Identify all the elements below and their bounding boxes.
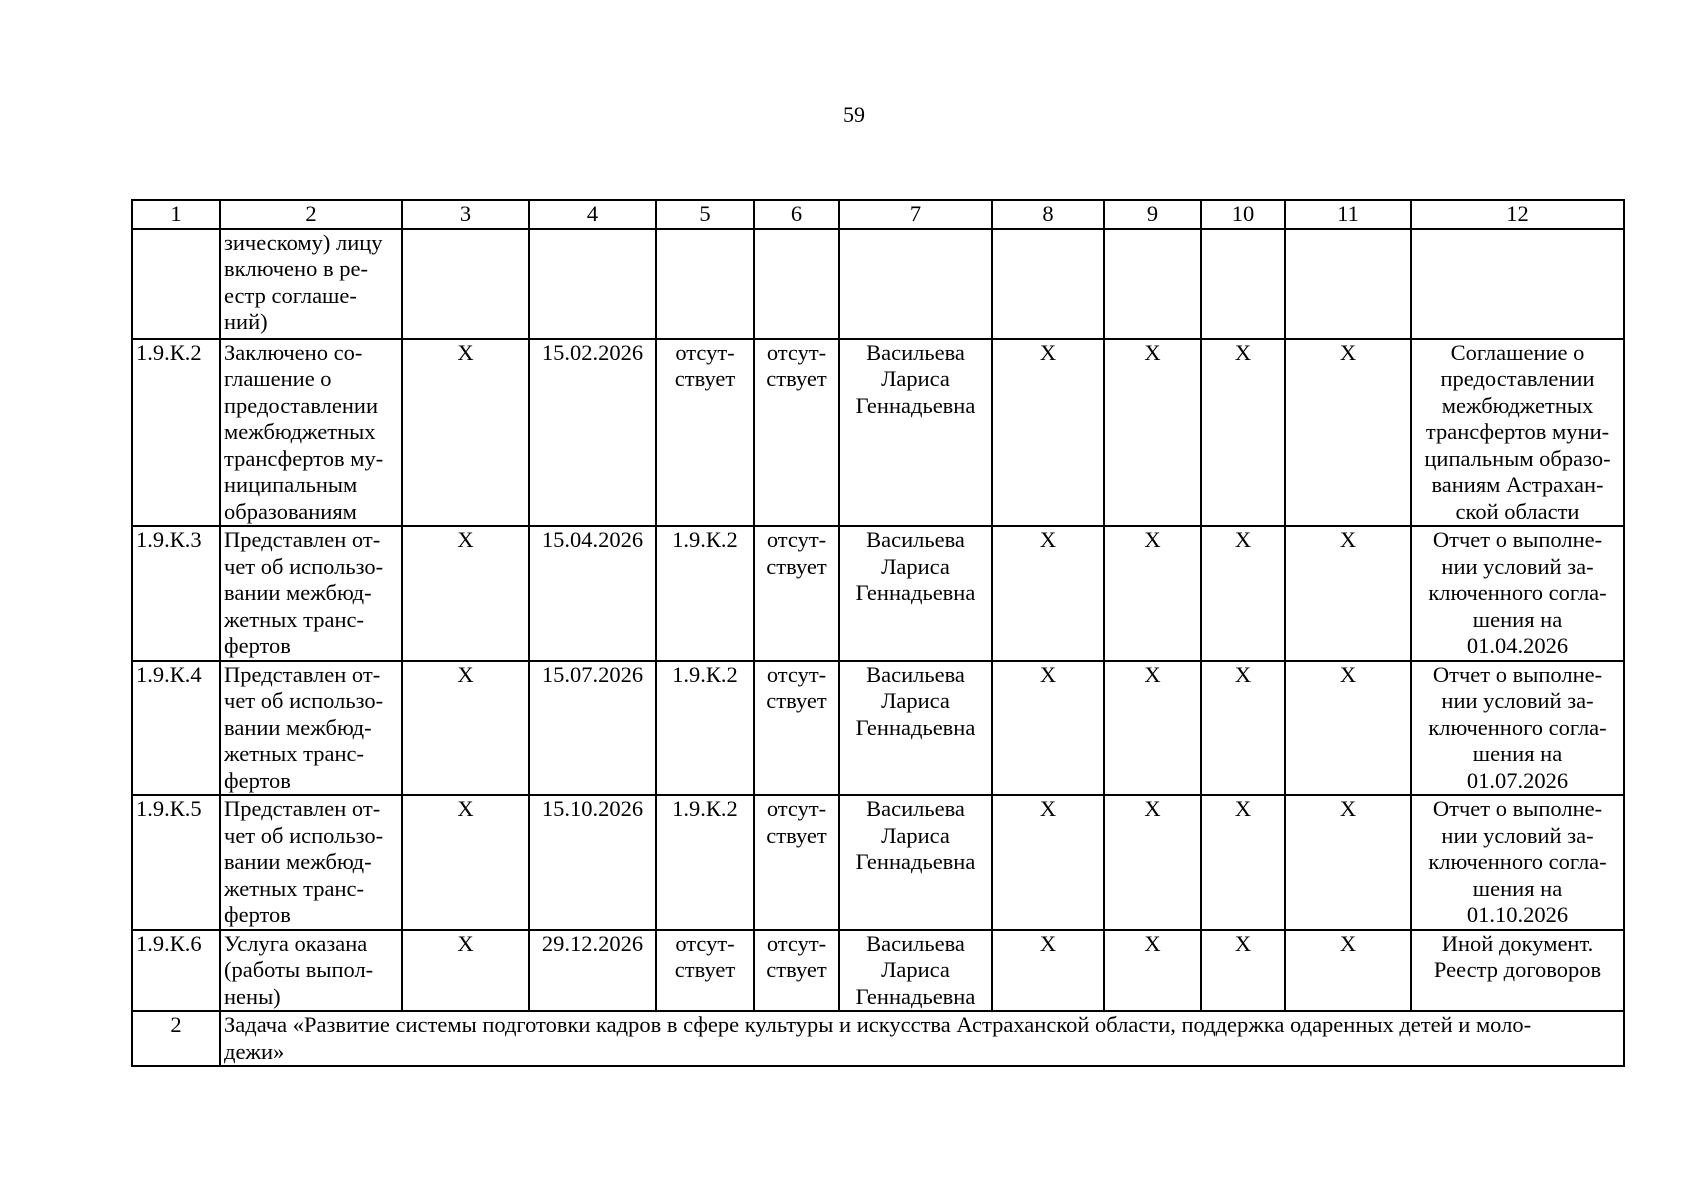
document-cell [1411, 339, 1624, 527]
text-line: ваниям Астрахан- [1431, 472, 1604, 497]
text-line: Васильева [866, 661, 965, 687]
empty-cell [529, 229, 656, 339]
code-cell: 1.9.К.3 [132, 526, 220, 661]
text-line: 01.04.2026 [1466, 633, 1569, 658]
text-line: ключенного согла- [1428, 714, 1607, 740]
text-line: Васильева [866, 930, 965, 956]
column-number-12: 12 [1411, 200, 1624, 229]
column-number-6: 6 [754, 200, 839, 229]
text-line: ствует [674, 366, 736, 391]
text-line: Отчет о выполне- [1432, 527, 1603, 552]
mark-cell: X [402, 339, 529, 527]
text-line: зическому) лицу [224, 229, 383, 255]
mark-cell: X [1104, 526, 1201, 661]
successor-cell [754, 526, 839, 661]
mark-cell: X [992, 526, 1104, 661]
date-cell: 15.07.2026 [529, 661, 656, 796]
date-cell: 15.02.2026 [529, 339, 656, 527]
text-line: Геннадьевна [855, 580, 976, 605]
text-line: Геннадьевна [855, 849, 976, 874]
mark-cell: X [1104, 930, 1201, 1012]
empty-cell [1411, 229, 1624, 339]
text-line: отсут- [766, 527, 827, 552]
text-line: межбюджетных [1441, 392, 1594, 418]
document-cell [1411, 795, 1624, 930]
text-line: Представлен от- [224, 796, 381, 821]
page-number: 59 [843, 102, 865, 127]
text-line: предоставлении [224, 392, 378, 418]
date-cell: 29.12.2026 [529, 930, 656, 1012]
column-number-9: 9 [1104, 200, 1201, 229]
successor-cell [754, 661, 839, 796]
mark-cell: X [1285, 339, 1411, 527]
table-row [132, 930, 1624, 1012]
task-row [132, 1011, 1624, 1066]
date-cell: 15.04.2026 [529, 526, 656, 661]
mark-cell: X [402, 930, 529, 1012]
task-number: 2 [132, 1011, 220, 1066]
text-line: вании межбюд- [224, 580, 372, 605]
code-cell: 1.9.К.5 [132, 795, 220, 930]
date-cell: 15.10.2026 [529, 795, 656, 930]
code-cell: 1.9.К.4 [132, 661, 220, 796]
text-line: вании межбюд- [224, 849, 372, 874]
text-line: отсут- [766, 796, 827, 821]
mark-cell: X [402, 661, 529, 796]
predecessor-cell [656, 661, 754, 796]
mark-cell: X [1201, 661, 1285, 796]
description-cell [220, 930, 402, 1012]
text-line: Васильева [866, 527, 965, 552]
text-line: отсут- [766, 339, 827, 365]
text-line: Представлен от- [224, 661, 381, 687]
description-cell [220, 526, 402, 661]
responsible-cell [839, 795, 992, 930]
empty-cell [839, 229, 992, 339]
text-line: ствует [674, 957, 736, 982]
mark-cell: X [402, 795, 529, 930]
text-line: фертов [224, 767, 291, 793]
text-line: ний) [224, 309, 268, 334]
text-line: Отчет о выполне- [1432, 796, 1603, 821]
mark-cell: X [1285, 930, 1411, 1012]
text-line: 1.9.К.2 [672, 661, 738, 687]
text-line: Лариса [881, 553, 950, 579]
table-row [132, 339, 1624, 527]
text-line: чет об использо- [224, 553, 384, 579]
mark-cell: X [992, 930, 1104, 1012]
text-line: жетных транс- [224, 875, 364, 901]
text-line: ствует [766, 553, 827, 579]
text-line: Лариса [881, 688, 950, 713]
description-cell [220, 661, 402, 796]
text-line: вании межбюд- [224, 714, 372, 740]
mark-cell: X [1285, 661, 1411, 796]
text-line: Иной документ. [1441, 930, 1594, 956]
text-line: шения на [1472, 741, 1563, 766]
text-line: Представлен от- [224, 527, 381, 552]
column-number-11: 11 [1285, 200, 1411, 229]
mark-cell: X [1104, 339, 1201, 527]
text-line: Соглашение о [1450, 339, 1585, 365]
successor-cell [754, 795, 839, 930]
text-line: ствует [766, 957, 827, 982]
text-line: Геннадьевна [855, 392, 976, 418]
successor-cell [754, 930, 839, 1012]
successor-cell [754, 339, 839, 527]
text-line: ниципальным [224, 472, 358, 497]
column-number-row [132, 200, 1624, 229]
text-line: шения на [1472, 875, 1563, 901]
mark-cell: X [1201, 795, 1285, 930]
empty-cell [992, 229, 1104, 339]
table-row [132, 795, 1624, 930]
column-number-1: 1 [132, 200, 220, 229]
mark-cell: X [1285, 795, 1411, 930]
predecessor-cell [656, 795, 754, 930]
mark-cell: X [1285, 526, 1411, 661]
text-line: отсут- [675, 930, 735, 956]
mark-cell: X [992, 339, 1104, 527]
text-line: ской области [1455, 498, 1580, 524]
mark-cell: X [1201, 930, 1285, 1012]
text-line: 01.10.2026 [1466, 902, 1569, 927]
column-number-5: 5 [656, 200, 754, 229]
empty-cell [402, 229, 529, 339]
code-cell [132, 229, 220, 339]
text-line: жетных транс- [224, 606, 364, 632]
code-cell: 1.9.К.6 [132, 930, 220, 1012]
text-line: чет об использо- [224, 822, 384, 848]
text-line: естр соглаше- [224, 282, 357, 308]
code-cell: 1.9.К.2 [132, 339, 220, 527]
text-line: трансфертов муни- [1425, 419, 1610, 444]
continuation-row [132, 229, 1624, 339]
text-line: фертов [224, 633, 291, 658]
text-line: шения на [1472, 606, 1563, 632]
column-number-7: 7 [839, 200, 992, 229]
text-line: Геннадьевна [855, 714, 976, 740]
responsible-cell [839, 930, 992, 1012]
text-line: фертов [224, 902, 291, 927]
empty-cell [656, 229, 754, 339]
text-line: отсут- [766, 930, 827, 956]
text-line: Лариса [881, 366, 950, 391]
text-line: 01.07.2026 [1466, 767, 1569, 793]
text-line: предоставлении [1440, 366, 1595, 391]
text-line: ключенного согла- [1428, 580, 1607, 605]
text-line: нии условий за- [1441, 553, 1594, 579]
text-line: Отчет о выполне- [1432, 661, 1603, 687]
text-line: Реестр договоров [1433, 957, 1602, 982]
text-line: Заключено со- [224, 339, 363, 365]
text-line: глашение о [224, 366, 332, 391]
responsible-cell [839, 526, 992, 661]
mark-cell: X [992, 795, 1104, 930]
text-line: Лариса [881, 957, 950, 982]
table-row [132, 661, 1624, 796]
text-line: 1.9.К.2 [672, 796, 738, 821]
text-line: (работы выпол- [224, 957, 374, 982]
text-line: образованиям [224, 498, 357, 524]
column-number-10: 10 [1201, 200, 1285, 229]
text-line: 1.9.К.2 [672, 527, 738, 552]
plan-table [131, 199, 1625, 1067]
text-line: Васильева [866, 796, 965, 821]
text-line: трансфертов му- [224, 445, 384, 471]
predecessor-cell [656, 339, 754, 527]
text-line: ципальным образо- [1424, 445, 1611, 471]
predecessor-cell [656, 526, 754, 661]
mark-cell: X [1201, 526, 1285, 661]
text-line: Геннадьевна [855, 983, 976, 1009]
mark-cell: X [1201, 339, 1285, 527]
empty-cell [1285, 229, 1411, 339]
column-number-8: 8 [992, 200, 1104, 229]
document-cell [1411, 930, 1624, 1012]
text-line: ключенного согла- [1428, 849, 1607, 874]
predecessor-cell [656, 930, 754, 1012]
document-cell [1411, 661, 1624, 796]
mark-cell: X [1104, 795, 1201, 930]
text-line: нии условий за- [1441, 822, 1594, 848]
text-line: включено в ре- [224, 256, 368, 281]
text-line: нены) [224, 983, 281, 1009]
table-row [132, 526, 1624, 661]
column-number-2: 2 [220, 200, 402, 229]
description-cell [220, 229, 402, 339]
mark-cell: X [1104, 661, 1201, 796]
description-cell [220, 339, 402, 527]
column-number-4: 4 [529, 200, 656, 229]
text-line: отсут- [766, 661, 827, 687]
empty-cell [754, 229, 839, 339]
text-line: ствует [766, 688, 827, 713]
text-line: Услуга оказана [224, 930, 368, 956]
text-line: отсут- [675, 339, 735, 365]
description-cell [220, 795, 402, 930]
text-line: ствует [766, 822, 827, 848]
empty-cell [1201, 229, 1285, 339]
task-title [220, 1011, 1624, 1066]
empty-cell [1104, 229, 1201, 339]
text-line: Васильева [866, 339, 965, 365]
text-line: нии условий за- [1441, 688, 1594, 713]
document-cell [1411, 526, 1624, 661]
column-number-3: 3 [402, 200, 529, 229]
text-line: дежи» [224, 1038, 285, 1064]
responsible-cell [839, 661, 992, 796]
responsible-cell [839, 339, 992, 527]
text-line: ствует [766, 366, 827, 391]
mark-cell: X [402, 526, 529, 661]
text-line: чет об использо- [224, 688, 384, 713]
text-line: Лариса [881, 822, 950, 848]
text-line: межбюджетных [224, 419, 376, 444]
mark-cell: X [992, 661, 1104, 796]
text-line: Задача «Развитие системы подготовки кадров в сфере культуры и искусства Астраханской области, поддержка одаренных детей и моло- [224, 1012, 1532, 1037]
text-line: жетных транс- [224, 741, 364, 766]
